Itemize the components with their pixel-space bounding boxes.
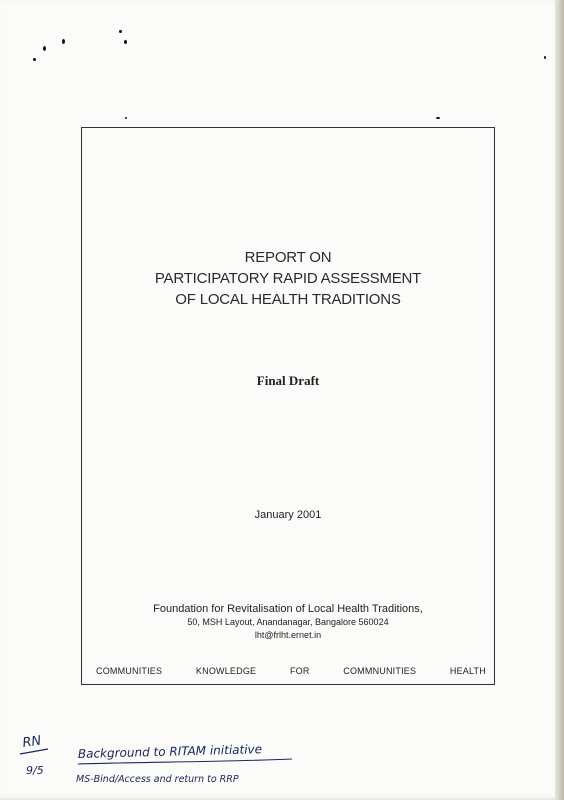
title-line-3: OF LOCAL HEALTH TRADITIONS (175, 291, 401, 308)
motto-word: FOR (289, 666, 310, 676)
organization-name: Foundation for Revitalisation of Local Health Traditions, (153, 603, 423, 615)
draft-label: Final Draft (256, 373, 320, 388)
handwritten-note (20, 728, 350, 788)
scan-speck (119, 30, 122, 33)
scan-speck (43, 46, 46, 51)
title-line-2: PARTICIPATORY RAPID ASSESSMENT (154, 270, 422, 287)
title-line-1: REPORT ON (244, 249, 332, 266)
scan-speck (125, 117, 127, 119)
scan-speck (124, 40, 127, 44)
cover-frame (81, 127, 495, 685)
handwritten-line-2: MS-Bind/Access and return to RRP (76, 774, 239, 785)
motto-word: COMMNUNITIES (343, 666, 417, 676)
organization-block (82, 602, 494, 642)
handwritten-date: 9/5 (26, 764, 44, 777)
motto-word: KNOWLEDGE (195, 666, 257, 676)
handwritten-initials: RN (21, 733, 43, 751)
scan-speck (544, 56, 546, 59)
scan-speck (62, 39, 65, 44)
handwritten-line-1: Background to RITAM initiative (77, 742, 263, 761)
organization-email: lht@frlht.ernet.in (254, 630, 322, 640)
organization-address: 50, MSH Layout, Anandanagar, Bangalore 560024 (187, 617, 389, 627)
motto-word: COMMUNITIES (96, 666, 163, 676)
scan-speck (33, 58, 36, 61)
report-date: January 2001 (254, 509, 322, 521)
scan-speck (436, 117, 440, 119)
report-title (82, 247, 494, 310)
motto-word: HEALTH (449, 666, 486, 676)
page-edge-shadow (555, 0, 564, 800)
motto-line (96, 666, 486, 676)
handwriting-svg (20, 728, 350, 788)
